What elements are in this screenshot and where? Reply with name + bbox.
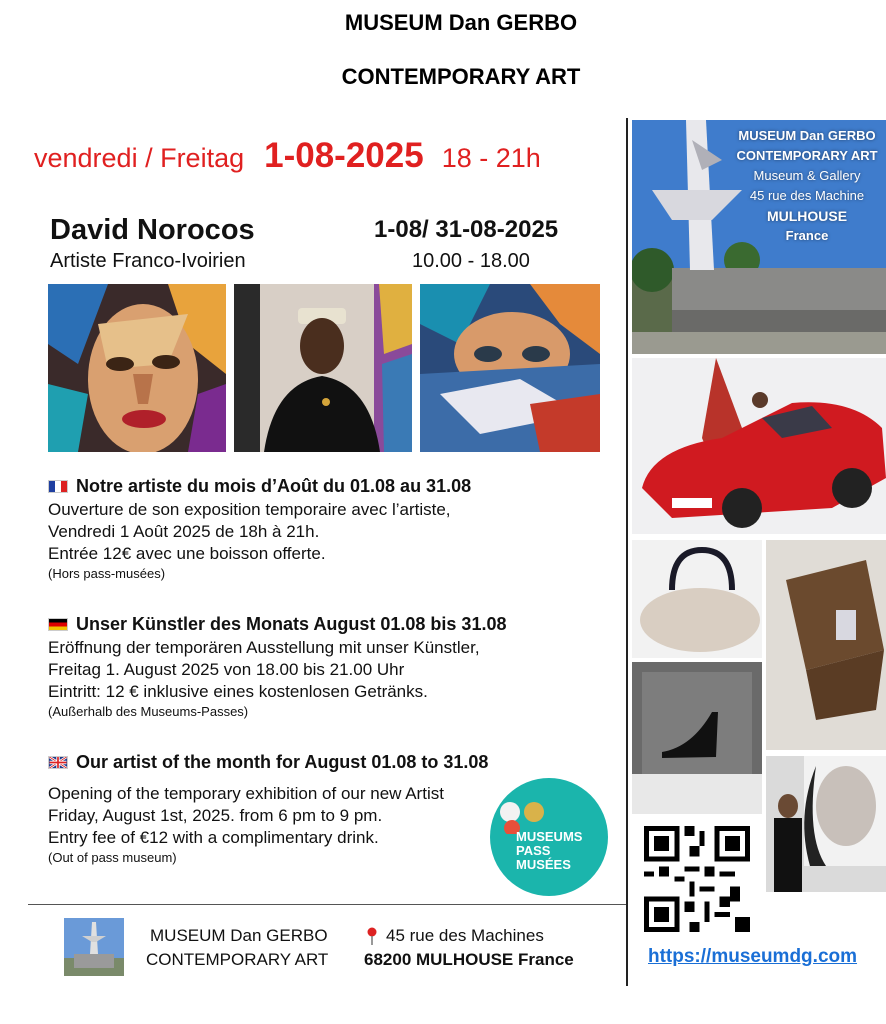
footer-divider (28, 904, 626, 905)
badge-text: MUSEUMS PASS MUSÉES (516, 829, 583, 872)
exhibition-dates: 1-08/ 31-08-2025 (374, 216, 559, 243)
section-english-title: Our artist of the month for August 01.08 to 31.08 (76, 752, 489, 772)
museum-title: MUSEUM Dan GERBO (344, 10, 578, 35)
red-sports-car-image (632, 358, 886, 534)
flag-france-icon (48, 480, 68, 493)
column-divider (626, 118, 628, 986)
footer-museum-thumbnail-image (64, 918, 124, 976)
location-pin-icon (366, 927, 378, 945)
luxury-trunk-sculpture-image (766, 540, 886, 750)
section-french-line2: Vendredi 1 Août 2025 de 18h à 21h. (48, 522, 320, 541)
section-french (48, 476, 608, 583)
section-french-line1: Ouverture de son exposition temporaire avec l’artiste, (48, 500, 451, 519)
event-days: vendredi / Freitag (34, 143, 245, 173)
section-french-line3: Entrée 12€ avec une boisson offerte. (48, 544, 326, 563)
section-german-line3: Eintritt: 12 € inklusive eines kostenlosen Getränks. (48, 682, 428, 701)
event-dateline (34, 136, 541, 176)
museum-subtitle: CONTEMPORARY ART (341, 64, 581, 89)
stone-handbag-sculpture-image (632, 540, 762, 658)
artist-origin: Artiste Franco-Ivoirien (50, 250, 246, 272)
event-date: 1-08-2025 (264, 136, 424, 175)
section-french-title: Notre artiste du mois d’Août du 01.08 au 31.08 (76, 476, 472, 496)
section-english-note: (Out of pass museum) (48, 850, 177, 865)
section-english-line2: Friday, August 1st, 2025. from 6 pm to 9 pm. (48, 806, 383, 825)
artist-name: David Norocos (50, 214, 255, 246)
section-german (48, 614, 608, 721)
section-french-note: (Hors pass-musées) (48, 566, 166, 581)
section-german-note: (Außerhalb des Museums-Passes) (48, 704, 249, 719)
museum-overlay-text: MUSEUM Dan GERBO CONTEMPORARY ART Museum & Gallery 45 rue des Machine MULHOUSE France (736, 128, 878, 243)
section-english-line1: Opening of the temporary exhibition of our new Artist (48, 784, 444, 803)
stiletto-shoe-display-image (632, 662, 762, 814)
footer-city: 68200 MULHOUSE France (364, 950, 574, 969)
website-link[interactable]: https://museumdg.com (648, 946, 858, 967)
footer-museum-name: MUSEUM Dan GERBO (150, 926, 328, 945)
painting-woman-face-image (48, 284, 226, 452)
footer-address: 45 rue des Machines (366, 926, 544, 946)
section-english-line3: Entry fee of €12 with a complimentary drink. (48, 828, 379, 847)
flag-uk-icon (48, 756, 68, 769)
section-german-line2: Freitag 1. August 2025 von 18.00 bis 21.00 Uhr (48, 660, 405, 679)
painting-veiled-woman-image (420, 284, 600, 452)
museums-pass-badge (490, 778, 608, 896)
footer-museum-type: CONTEMPORARY ART (146, 950, 329, 969)
artist-portrait-image (234, 284, 412, 452)
flag-germany-icon (48, 618, 68, 631)
qr-code-icon[interactable] (644, 826, 750, 932)
event-hours: 18 - 21h (441, 143, 541, 173)
section-german-line1: Eröffnung der temporären Ausstellung mit unser Künstler, (48, 638, 480, 657)
portrait-painting-with-artist-image (766, 756, 886, 892)
section-german-title: Unser Künstler des Monats August 01.08 bis 31.08 (76, 614, 507, 634)
exhibition-hours: 10.00 - 18.00 (412, 250, 530, 272)
